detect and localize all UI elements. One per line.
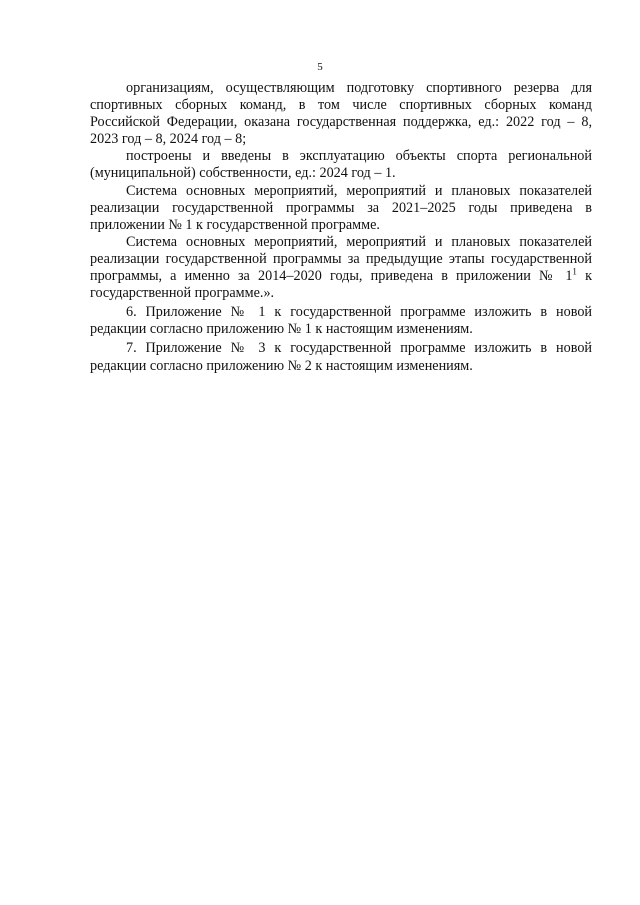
paragraph-program-2014-2020 — [90, 234, 592, 302]
paragraph-item-6: 6. Приложение № 1 к государственной программе изложить в новой редакции согласно приложению № 1 к настоящим изменениям. — [90, 304, 592, 338]
paragraph-item-7: 7. Приложение № 3 к государственной программе изложить в новой редакции согласно приложению № 2 к настоящим изменениям. — [90, 340, 592, 374]
paragraph-sport-reserve-support: организациям, осуществляющим подготовку спортивного резерва для спортивных сборных команд, в том числе спортивных сборных команд Российской Федерации, оказана государственная поддержка, ед.: 2022 год – 8, 2023 год – 8, 2024 год – 8; — [90, 80, 592, 148]
document-body — [90, 80, 592, 375]
paragraph-program-2021-2025: Система основных мероприятий, мероприятий и плановых показателей реализации государственной программы за 2021–2025 годы приведена в приложении № 1 к государственной программе. — [90, 182, 592, 233]
superscript-index: 1 — [572, 266, 577, 277]
page-number: 5 — [317, 61, 323, 73]
paragraph-sport-facilities: построены и введены в эксплуатацию объекты спорта региональной (муниципальной) собственности, ед.: 2024 год – 1. — [90, 148, 592, 182]
paragraph-text-before: Система основных мероприятий, мероприятий и плановых показателей реализации государственной программы за предыдущие этапы государственной программы, а именно за 2014–2020 годы, приведена в приложении № 1 — [90, 233, 592, 285]
paragraph-text-after: к государственной программе.». — [90, 268, 592, 302]
